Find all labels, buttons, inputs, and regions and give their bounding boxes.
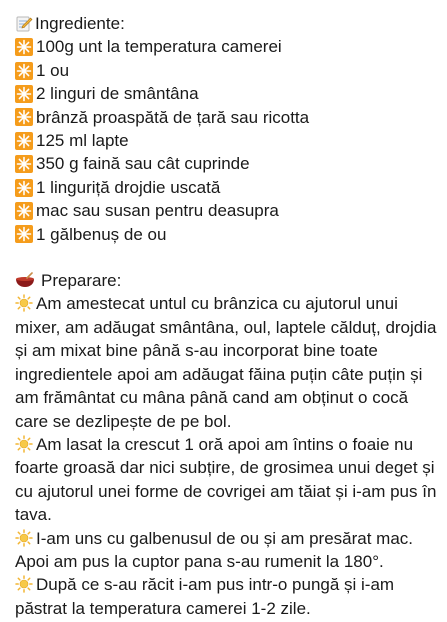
ingredient-text: 100g unt la temperatura camerei — [36, 37, 282, 57]
sun-icon — [15, 435, 33, 453]
ingredient-text: 2 linguri de smântâna — [36, 84, 199, 104]
ingredient-item — [15, 106, 439, 129]
eight-pointed-star-icon — [15, 85, 33, 103]
preparation-step — [15, 292, 439, 432]
ingredient-text: 1 ou — [36, 60, 70, 80]
ingredient-item — [15, 152, 439, 175]
eight-pointed-star-icon — [15, 108, 33, 126]
ingredients-title: Ingrediente: — [35, 14, 125, 33]
eight-pointed-star-icon — [15, 155, 33, 173]
preparation-title: Preparare: — [41, 271, 122, 291]
ingredient-item — [15, 129, 439, 152]
preparation-step-text: După ce s-au răcit i-am pus intr-o pungă și i-am păstrat la temperatura camerei 1-2 zile. — [15, 575, 395, 618]
ingredient-item — [15, 59, 439, 82]
eight-pointed-star-icon — [15, 38, 33, 56]
ingredient-item — [15, 176, 439, 199]
preparation-step — [15, 433, 439, 527]
preparation-step-text: Am lasat la crescut 1 oră apoi am întins o foaie nu foarte groasă dar nici subțire, de grosimea unui deget și cu ajutorul unei forme de covrigei am tăiat și i-am pus în tava. — [15, 434, 437, 525]
preparation-step-text: I-am uns cu galbenusul de ou și am presărat mac. Apoi am pus la cuptor pana s-au rumenit la 180°. — [15, 528, 414, 571]
preparation-step-text: Am amestecat untul cu brânzica cu ajutorul unui mixer, am adăugat smântâna, oul, laptele călduț, drojdia și am mixat bine până s-au incorporat bine toate ingredientele apoi am adăugat făina puțin câte puțin și am frământat cu mâna până cand am obținut o cocă care se dezlipește de pe bol. — [15, 294, 437, 431]
memo-icon — [15, 15, 33, 33]
ingredient-text: mac sau susan pentru deasupra — [36, 201, 279, 221]
ingredients-list — [15, 35, 439, 246]
ingredient-item — [15, 82, 439, 105]
sun-icon — [15, 529, 33, 547]
ingredient-text: brânză proaspătă de țară sau ricotta — [36, 107, 310, 127]
eight-pointed-star-icon — [15, 179, 33, 197]
bowl-icon — [15, 272, 35, 290]
ingredients-heading — [15, 12, 439, 35]
eight-pointed-star-icon — [15, 202, 33, 220]
sun-icon — [15, 575, 33, 593]
eight-pointed-star-icon — [15, 62, 33, 80]
preparation-steps — [15, 292, 439, 620]
ingredient-item — [15, 223, 439, 246]
ingredient-item — [15, 199, 439, 222]
ingredient-text: 1 linguriță drojdie uscată — [36, 177, 221, 197]
eight-pointed-star-icon — [15, 132, 33, 150]
ingredient-item — [15, 35, 439, 58]
preparation-step — [15, 527, 439, 574]
ingredient-text: 125 ml lapte — [36, 131, 129, 151]
preparation-step — [15, 573, 439, 620]
ingredient-text: 1 gălbenuș de ou — [36, 224, 167, 244]
eight-pointed-star-icon — [15, 225, 33, 243]
ingredient-text: 350 g faină sau cât cuprinde — [36, 154, 250, 174]
preparation-heading — [15, 269, 439, 292]
sun-icon — [15, 294, 33, 312]
